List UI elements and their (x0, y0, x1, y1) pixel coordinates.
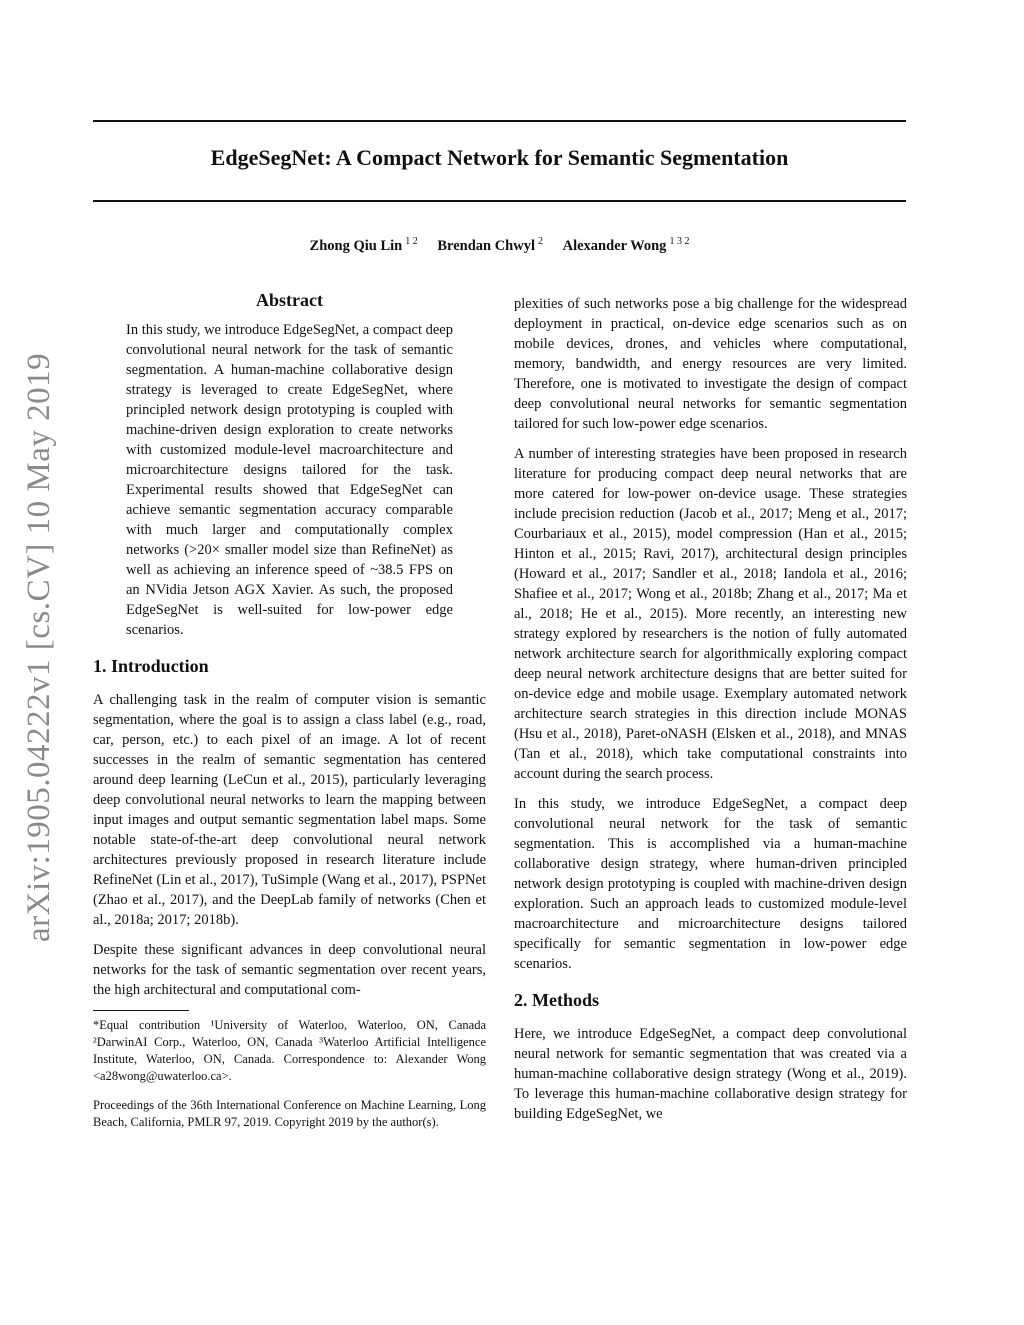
section-heading-methods: 2. Methods (514, 990, 599, 1010)
abstract-heading: Abstract (256, 290, 323, 310)
arxiv-identifier: arXiv:1905.04222v1 [cs.CV] 10 May 2019 (21, 352, 57, 942)
author: Zhong Qiu Lin $^{1 2}$ (309, 236, 418, 254)
title-rule-bottom (93, 200, 906, 202)
right-column (514, 294, 907, 1134)
paragraph: A number of interesting strategies have been proposed in research literature for producing compact deep neural networks that are more catered for low-power on-device usage. These strategies include precision reduction (Jacob et al., 2017; Meng et al., 2017; Courbariaux et al., 2015), model compression (Han et al., 2015; Hinton et al., 2015; Ravi, 2017), architectural design principles (Howard et al., 2017; Sandler et al., 2018; Iandola et al., 2016; Shafiee et al., 2017; Wong et al., 2018b; Zhang et al., 2017; Ma et al., 2018; He et al., 2015). More recently, an interesting new strategy explored by researchers is the notion of fully automated network architecture search for algorithmically exploring compact deep neural network architecture designs that are better suited for on-device edge and mobile usage. Exemplary automated network architecture search strategies in this direction include MONAS (Hsu et al., 2018), Paret-oNASH (Elsken et al., 2018), and MNAS (Tan et al., 2018), which take computational constraints into account during the search process. (514, 446, 907, 782)
paragraph: Despite these significant advances in deep convolutional neural networks for the task of semantic segmentation over recent years, the high architectural and computational com- (93, 942, 486, 998)
author: Brendan Chwyl $^2$ (437, 236, 543, 254)
affiliation-footnote: *Equal contribution ¹University of Waterloo, Waterloo, ON, Canada ²DarwinAI Corp., Waterloo, ON, Canada ³Waterloo Artificial Intelligence Institute, Waterloo, ON, Canada. Correspondence to: Alexander Wong <a28wong@uwaterloo.ca>. (93, 1018, 486, 1083)
paragraph: Here, we introduce EdgeSegNet, a compact deep convolutional neural network for semantic segmentation that was created via a human-machine collaborative design strategy (Wong et al., 2019). To leverage this human-machine collaborative design strategy for building EdgeSegNet, we (514, 1026, 907, 1122)
author: Alexander Wong $^{1 3 2}$ (562, 236, 690, 254)
title-rule-top (93, 120, 906, 122)
paragraph: In this study, we introduce EdgeSegNet, a compact deep convolutional neural network for the task of semantic segmentation. This is accomplished via a human-machine collaborative design strategy, where human-driven principled network design prototyping is coupled with machine-driven design exploration. Such an approach leads to customized module-level macroarchitecture and microarchitecture designs tailored specifically for semantic segmentation in low-power edge scenarios. (514, 796, 907, 972)
section-heading-introduction: 1. Introduction (93, 656, 209, 676)
paragraph: A challenging task in the realm of computer vision is semantic segmentation, where the goal is to assign a class label (e.g., road, car, person, etc.) to each pixel of an image. A lot of recent successes in the realm of semantic segmentation has centered around deep learning (LeCun et al., 2015), particularly leveraging deep convolutional neural networks to learn the mapping between input images and output semantic segmentation label maps. Some notable state-of-the-art deep convolutional neural network architectures previously proposed in research literature include RefineNet (Lin et al., 2017), TuSimple (Wang et al., 2017), PSPNet (Zhao et al., 2017), and the DeepLab family of networks (Chen et al., 2018a; 2017; 2018b). (93, 692, 486, 928)
paper-title: EdgeSegNet: A Compact Network for Semantic Segmentation (210, 145, 789, 170)
proceedings-note: Proceedings of the 36th International Conference on Machine Learning, Long Beach, California, PMLR 97, 2019. Copyright 2019 by the author(s). (93, 1098, 486, 1129)
left-column (93, 290, 486, 1131)
footnote-divider (93, 1010, 189, 1011)
abstract-text: In this study, we introduce EdgeSegNet, a compact deep convolutional neural network for the task of semantic segmentation. A human-machine collaborative design strategy is leveraged to create EdgeSegNet, where principled network design prototyping is coupled with machine-driven design exploration to create networks with customized module-level macroarchitecture and microarchitecture designs tailored for the task. Experimental results showed that EdgeSegNet can achieve semantic segmentation accuracy comparable with much larger and computationally complex networks (>20× smaller model size than RefineNet) as well as achieving an inference speed of ~38.5 FPS on an NVidia Jetson AGX Xavier. As such, the proposed EdgeSegNet is well-suited for low-power edge scenarios. (126, 322, 453, 638)
author-list (93, 236, 906, 255)
paragraph: plexities of such networks pose a big challenge for the widespread deployment in practical, on-device edge scenarios such as on mobile devices, drones, and vehicles where computational, memory, bandwidth, and energy resources are very limited. Therefore, one is motivated to investigate the design of compact deep convolutional neural networks for semantic segmentation tailored for such low-power edge scenarios. (514, 296, 907, 432)
